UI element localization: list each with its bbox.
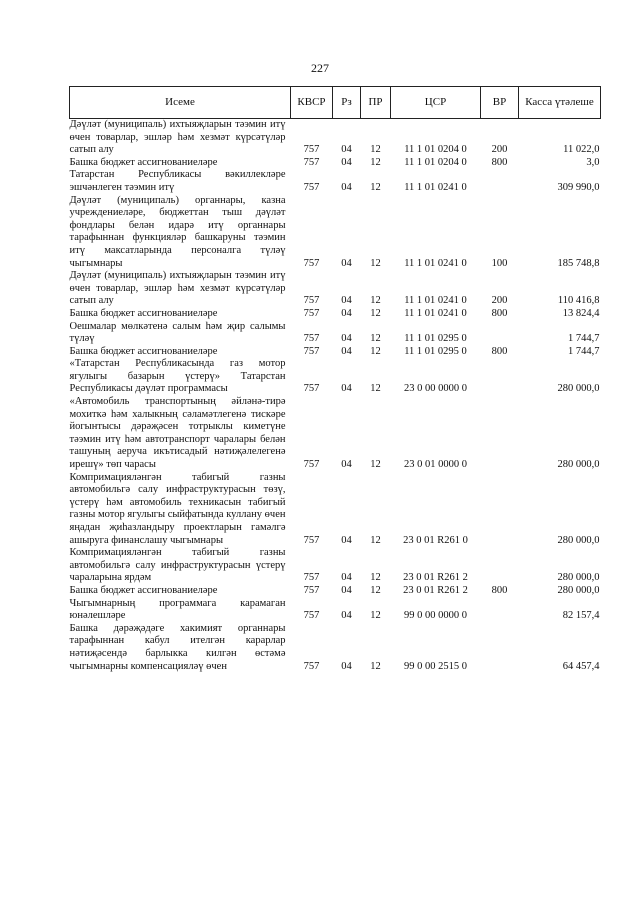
row-kvsr: 757 — [303, 345, 320, 357]
row-rz: 04 — [341, 345, 352, 357]
table-row — [70, 346, 601, 359]
row-csr: 11 1 01 0295 0 — [404, 345, 467, 357]
row-csr: 23 0 01 R261 0 — [403, 534, 468, 546]
row-vr: 200 — [491, 144, 508, 156]
row-name: Башка дәрәҗәдәге хакимият органнары тарафыннан кабул ителгән карарлар нәтиҗәсендә барлыкка килгән өстәмә чыгымнарны компенсацияләү өчен — [69, 622, 286, 672]
table-header — [70, 87, 601, 119]
row-rz: 04 — [341, 257, 352, 269]
row-kvsr: 757 — [303, 181, 320, 193]
row-pr: 12 — [370, 584, 381, 596]
table-row — [70, 119, 601, 157]
row-csr: 11 1 01 0241 0 — [404, 307, 467, 319]
row-kvsr: 757 — [303, 295, 320, 307]
budget-table — [69, 86, 601, 673]
row-name: «Татарстан Республикасында газ мотор ягулыгы базарын үстерү» Татарстан Республикасы дәүләт программасы — [69, 358, 286, 395]
row-vr — [481, 396, 519, 472]
table-row — [70, 585, 601, 598]
row-vr: 800 — [491, 307, 508, 319]
row-kvsr: 757 — [303, 307, 320, 319]
row-vr — [481, 169, 519, 194]
row-name: Дәүләт (муниципаль) ихтыяҗларын тәэмин итү өчен товарлар, эшләр һәм хезмәт күрсәтүләр сатып алу — [69, 119, 286, 156]
row-pr: 12 — [370, 572, 381, 584]
row-rz: 04 — [341, 610, 352, 622]
table-row — [70, 157, 601, 170]
row-rz: 04 — [341, 333, 352, 345]
row-rz: 04 — [341, 572, 352, 584]
row-rz: 04 — [341, 295, 352, 307]
row-kvsr: 757 — [303, 257, 320, 269]
header-csr: ЦСР — [391, 87, 481, 119]
row-kvsr: 757 — [303, 459, 320, 471]
table-row — [70, 308, 601, 321]
row-kvsr: 757 — [303, 660, 320, 672]
table-row — [70, 358, 601, 396]
row-name: Башка бюджет ассигнованиеләре — [69, 307, 218, 319]
row-csr: 11 1 01 0204 0 — [404, 144, 467, 156]
row-rz: 04 — [341, 459, 352, 471]
row-csr: 23 0 01 R261 2 — [403, 584, 468, 596]
row-pr: 12 — [370, 333, 381, 345]
row-amount: 309 990,0 — [557, 181, 600, 193]
row-name: Башка бюджет ассигнованиеләре — [69, 345, 218, 357]
row-name: Башка бюджет ассигнованиеләре — [69, 156, 218, 168]
row-rz: 04 — [341, 383, 352, 395]
row-vr: 800 — [491, 156, 508, 168]
row-vr — [481, 472, 519, 548]
header-amount: Касса үтәлеше — [519, 87, 601, 119]
row-amount: 185 748,8 — [557, 257, 600, 269]
table-row — [70, 472, 601, 548]
row-amount: 3,0 — [586, 156, 600, 168]
row-csr: 11 1 01 0295 0 — [404, 333, 467, 345]
row-rz: 04 — [341, 181, 352, 193]
row-vr — [481, 358, 519, 396]
row-amount: 11 022,0 — [563, 144, 600, 156]
table-body — [70, 119, 601, 674]
row-pr: 12 — [370, 257, 381, 269]
row-kvsr: 757 — [303, 156, 320, 168]
row-pr: 12 — [370, 156, 381, 168]
header-pr: ПР — [361, 87, 391, 119]
row-pr: 12 — [370, 295, 381, 307]
row-pr: 12 — [370, 307, 381, 319]
row-pr: 12 — [370, 345, 381, 357]
table-row — [70, 396, 601, 472]
row-amount: 13 824,4 — [562, 307, 600, 319]
row-amount: 1 744,7 — [568, 345, 600, 357]
row-name: Компримацияләнгән табигый газны автомобильгә салу инфраструктурасын үстерү чараларына ярдәм — [69, 547, 286, 584]
header-rz: Рз — [333, 87, 361, 119]
row-pr: 12 — [370, 144, 381, 156]
row-pr: 12 — [370, 660, 381, 672]
row-rz: 04 — [341, 156, 352, 168]
row-rz: 04 — [341, 307, 352, 319]
row-kvsr: 757 — [303, 572, 320, 584]
row-pr: 12 — [370, 534, 381, 546]
row-csr: 23 0 00 0000 0 — [404, 383, 467, 395]
row-csr: 11 1 01 0241 0 — [404, 181, 467, 193]
row-vr: 100 — [491, 257, 508, 269]
page-number: 227 — [311, 61, 329, 75]
row-csr: 11 1 01 0241 0 — [404, 257, 467, 269]
header-vr: ВР — [481, 87, 519, 119]
row-name: Оешмалар мөлкәтенә салым һәм җир салымы түләү — [69, 320, 286, 345]
row-name: Дәүләт (муниципаль) органнары, казна учреждениеләре, бюджеттан тыш дәүләт фондлары белән идарә итү органнары тарафыннан функцияләр башкаруны тәэмин итү максатларында персоналга түләү чыгымнары — [69, 194, 286, 269]
row-csr: 23 0 01 R261 2 — [403, 572, 468, 584]
table-row — [70, 195, 601, 271]
row-kvsr: 757 — [303, 144, 320, 156]
row-name: «Автомобиль транспортының әйләнә-тирә мохиткә һәм халыкның сәламәтлегенә тискәре йогынтысы дәрәҗәсен тотрыклы киметүне тәэмин итү һәм автотранспорт чаралары белән ташуның аеруча икътисадый нәтиҗәлелегенә ирешү» төп чарасы — [69, 396, 286, 471]
row-vr — [481, 623, 519, 673]
row-vr: 800 — [491, 345, 508, 357]
row-amount: 110 416,8 — [557, 295, 600, 307]
row-csr: 11 1 01 0204 0 — [404, 156, 467, 168]
row-vr — [481, 598, 519, 623]
row-csr: 99 0 00 0000 0 — [404, 610, 467, 622]
row-name: Чыгымнарның программага карамаган юнәлешләре — [69, 597, 286, 622]
row-kvsr: 757 — [303, 333, 320, 345]
row-kvsr: 757 — [303, 383, 320, 395]
table-row — [70, 321, 601, 346]
row-vr: 800 — [491, 584, 508, 596]
row-vr — [481, 321, 519, 346]
row-rz: 04 — [341, 660, 352, 672]
row-pr: 12 — [370, 459, 381, 471]
row-name: Дәүләт (муниципаль) ихтыяҗларын тәэмин итү өчен товарлар, эшләр һәм хезмәт күрсәтүләр сатып алу — [69, 270, 286, 307]
header-name: Исеме — [70, 87, 291, 119]
row-vr: 200 — [491, 295, 508, 307]
row-name: Татарстан Республикасы вәкиллекләре эшчәнлеген тәэмин итү — [69, 169, 286, 193]
row-vr — [481, 547, 519, 585]
row-amount: 280 000,0 — [557, 572, 600, 584]
table-row — [70, 598, 601, 623]
table-row — [70, 623, 601, 673]
row-amount: 64 457,4 — [562, 660, 600, 672]
row-pr: 12 — [370, 383, 381, 395]
row-amount: 280 000,0 — [557, 383, 600, 395]
row-amount: 280 000,0 — [557, 459, 600, 471]
row-amount: 82 157,4 — [562, 610, 600, 622]
row-csr: 23 0 01 0000 0 — [404, 459, 467, 471]
row-rz: 04 — [341, 144, 352, 156]
header-kvsr: КВСР — [291, 87, 333, 119]
table-row — [70, 270, 601, 308]
row-amount: 1 744,7 — [568, 333, 600, 345]
row-name: Компримацияләнгән табигый газны автомобильгә салу инфраструктурасын төзү, үстерү һәм автомобиль техникасын табигый газны мотор ягулыгы сыйфатында куллану өчен яңадан җиһазландыру проектларын гамәлгә ашыруга финанслашу чыгымнары — [69, 471, 286, 546]
row-kvsr: 757 — [303, 610, 320, 622]
row-rz: 04 — [341, 584, 352, 596]
row-rz: 04 — [341, 534, 352, 546]
row-csr: 99 0 00 2515 0 — [404, 660, 467, 672]
row-pr: 12 — [370, 610, 381, 622]
row-amount: 280 000,0 — [557, 534, 600, 546]
row-csr: 11 1 01 0241 0 — [404, 295, 467, 307]
row-pr: 12 — [370, 181, 381, 193]
table-row — [70, 169, 601, 194]
row-name: Башка бюджет ассигнованиеләре — [69, 584, 218, 596]
row-kvsr: 757 — [303, 534, 320, 546]
table-row — [70, 547, 601, 585]
row-kvsr: 757 — [303, 584, 320, 596]
row-amount: 280 000,0 — [557, 584, 600, 596]
